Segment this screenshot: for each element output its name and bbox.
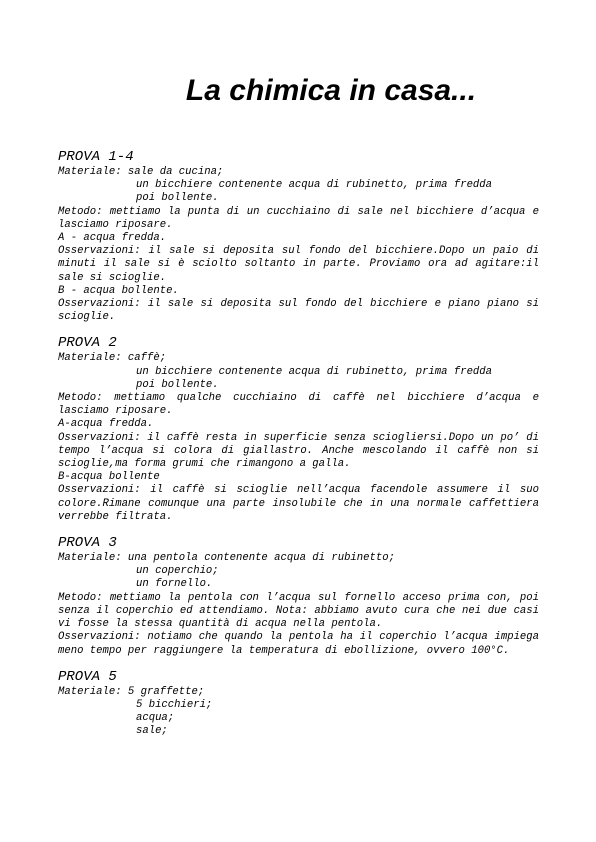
section-prova-2 <box>58 335 539 524</box>
case-label: B - acqua bollente. <box>58 284 179 297</box>
materiale-item: acqua; <box>136 712 175 725</box>
section-heading: PROVA 3 <box>58 535 117 552</box>
materiale-item: un bicchiere contenente acqua di rubinetto, prima fredda <box>136 365 493 378</box>
document-body <box>58 149 539 750</box>
materiale-item: un fornello. <box>136 578 213 591</box>
osservazioni-paragraph: Osservazioni: il caffè si scioglie nell’acqua facendole assumere il suo colore.Rimane comunque una parte insolubile che in una normale caffettiera verrebbe filtrata. <box>58 484 539 523</box>
materiale-item: un coperchio; <box>136 565 219 578</box>
section-heading: PROVA 5 <box>58 668 117 685</box>
osservazioni-paragraph: Osservazioni: il caffè resta in superficie senza sciogliersi.Dopo un po’ di tempo l’acqua si colora di giallastro. Anche mescolando il caffè non si scioglie,ma forma grumi che rimangono a galla. <box>58 431 539 471</box>
section-heading: PROVA 2 <box>58 335 117 352</box>
materiale-item: un bicchiere contenente acqua di rubinetto, prima fredda <box>136 179 493 192</box>
case-label: A - acqua fredda. <box>58 232 167 245</box>
section-heading: PROVA 1-4 <box>58 149 134 165</box>
metodo-paragraph: Metodo: mettiamo la pentola con l’acqua sul fornello acceso prima con, poi senza il coperchio ed attendiamo. Nota: abbiamo avuto cura che nei due casi vi fosse la stessa quantità di acqua nella pentola. <box>58 591 539 631</box>
materiale-item: 5 bicchieri; <box>136 698 213 711</box>
materiale-item: sale; <box>136 725 168 738</box>
materiale-line: Materiale: caffè; <box>58 352 167 365</box>
osservazioni-paragraph: Osservazioni: il sale si deposita sul fondo del bicchiere.Dopo un paio di minuti il sale si è sciolto soltanto in parte. Proviamo ora ad agitare:il sale si scioglie. <box>58 245 539 284</box>
page-title: La chimica in casa... <box>185 74 477 107</box>
osservazioni-paragraph: Osservazioni: il sale si deposita sul fondo del bicchiere e piano piano si scioglie. <box>58 298 539 324</box>
materiale-line: Materiale: una pentola contenente acqua di rubinetto; <box>58 552 395 565</box>
metodo-paragraph: Metodo: mettiamo la punta di un cucchiaino di sale nel bicchiere d’acqua e lasciamo riposare. <box>58 205 539 231</box>
section-prova-1-4 <box>58 149 539 324</box>
case-label: A-acqua fredda. <box>58 418 154 431</box>
materiale-item: poi bollente. <box>136 192 219 205</box>
case-label: B-acqua bollente <box>58 471 160 484</box>
section-prova-3 <box>58 535 539 658</box>
materiale-line: Materiale: 5 graffette; <box>58 685 205 698</box>
materiale-item: poi bollente. <box>136 378 219 391</box>
materiale-line: Materiale: sale da cucina; <box>58 166 224 178</box>
metodo-paragraph: Metodo: mettiamo qualche cucchiaino di caffè nel bicchiere d’acqua e lasciamo riposare. <box>58 392 539 418</box>
osservazioni-paragraph: Osservazioni: notiamo che quando la pentola ha il coperchio l’acqua impiega meno tempo per raggiungere la temperatura di ebollizione, ovvero 100°C. <box>58 631 539 657</box>
section-prova-5 <box>58 669 539 739</box>
